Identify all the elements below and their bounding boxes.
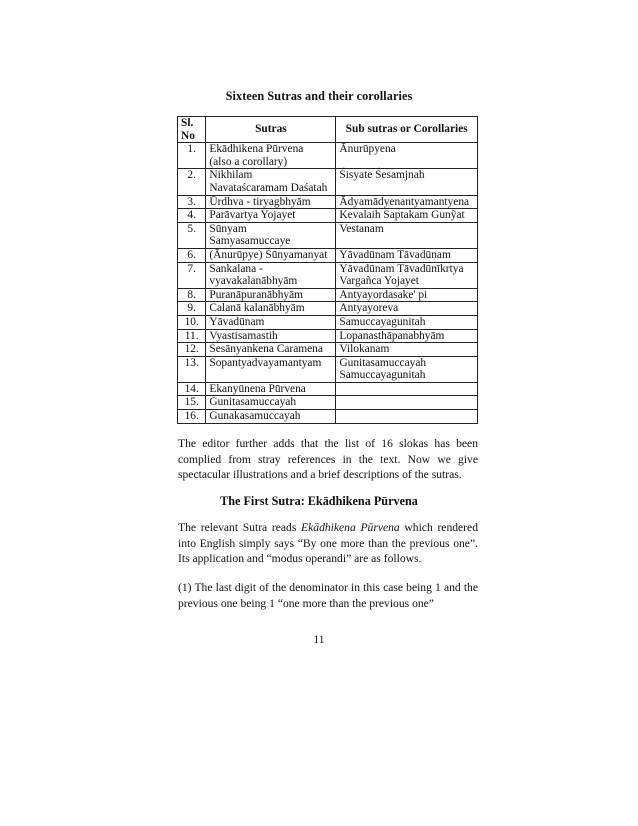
sutras-table [177, 116, 478, 424]
corollary-line: Samuccayagunitah [339, 369, 426, 382]
cell-corollary [336, 343, 478, 357]
cell-corollary [336, 382, 478, 396]
corollary-line: Antyayordasake' pi [339, 288, 428, 301]
sutra-line: Puranāpuranābhyām [209, 288, 303, 301]
cell-sl-no: 12. [178, 343, 206, 357]
table-row [178, 396, 478, 410]
cell-sutra [206, 343, 336, 357]
paragraph-editor-note [178, 436, 478, 483]
corollary-line: Śisyate Śesamjnah [339, 169, 425, 182]
sutra-line: Gunakasamuccayah [209, 410, 301, 423]
table-row [178, 410, 478, 424]
cell-sutra [206, 396, 336, 410]
sutra-line: Nikhilam [209, 169, 253, 182]
cell-sl-no: 4. [178, 209, 206, 223]
cell-sutra [206, 143, 336, 169]
cell-sl-no: 2. [178, 169, 206, 195]
corollary-line: Yāvadūnam Tāvadūnīkrtya [339, 262, 464, 275]
cell-corollary [336, 248, 478, 262]
sutra-line: Ūrdhva - tiryagbhyām [209, 195, 311, 208]
table-row [178, 248, 478, 262]
cell-sl-no: 8. [178, 288, 206, 302]
sutra-line: (Ānurūpye) Śūnyamanyat [209, 248, 328, 261]
corollary-line: Vilokanam [339, 343, 390, 356]
sutra-line: Ekanyūnena Pūrvena [209, 382, 306, 395]
table-row [178, 288, 478, 302]
cell-sutra [206, 209, 336, 223]
cell-sl-no: 7. [178, 262, 206, 288]
cell-corollary [336, 410, 478, 424]
table-row [178, 382, 478, 396]
cell-sutra [206, 222, 336, 248]
sutra-line: Calanā kalanābhyām [209, 302, 305, 315]
sutra-line: Sūnyam [209, 222, 247, 235]
cell-corollary [336, 222, 478, 248]
cell-sl-no: 11. [178, 329, 206, 343]
table-row [178, 143, 478, 169]
header-sutras: Sutras [206, 117, 336, 143]
table-row [178, 343, 478, 357]
paragraph-text: (1) The last digit of the denominator in this case being 1 and the previous one being 1 “one more than the previous one” [178, 581, 478, 610]
header-sl-no: Sl. No [178, 117, 206, 143]
table-body [178, 143, 478, 423]
cell-sl-no: 5. [178, 222, 206, 248]
table-row [178, 262, 478, 288]
cell-sl-no: 16. [178, 410, 206, 424]
cell-corollary [336, 315, 478, 329]
cell-sl-no: 9. [178, 302, 206, 316]
corollary-line: Lopanasthāpanabhyām [339, 329, 445, 342]
sutra-line: (also a corollary) [209, 155, 288, 168]
cell-sutra [206, 382, 336, 396]
corollary-line: Yāvadūnam Tāvadūnam [339, 248, 451, 261]
text-run: The relevant Sutra reads [178, 521, 302, 534]
cell-corollary [336, 329, 478, 343]
cell-sl-no: 15. [178, 396, 206, 410]
sutra-line: Vyastisamastih [209, 329, 278, 342]
paragraph-example [178, 580, 478, 611]
sutra-line: Gunitasamuccayah [209, 396, 297, 409]
paragraph-text: The editor further adds that the list of 16 slokas has been complied from stray references in the text. Now we give spectacular illustrations and a brief descriptions of the sutras. [178, 437, 478, 482]
table-header-row [178, 117, 478, 143]
cell-sutra [206, 356, 336, 382]
sutra-line: Parāvartya Yojayet [209, 209, 296, 222]
cell-sutra [206, 248, 336, 262]
corollary-line: Samuccayagunitah [339, 315, 426, 328]
header-corollaries: Sub sutras or Corollaries [336, 117, 478, 143]
cell-sutra [206, 195, 336, 209]
table-row [178, 329, 478, 343]
cell-sl-no: 14. [178, 382, 206, 396]
corollary-line: Ādyamādyenantyamantyena [339, 195, 470, 208]
cell-sutra [206, 329, 336, 343]
cell-corollary [336, 195, 478, 209]
corollary-line: Vargañca Yojayet [339, 275, 419, 288]
sutra-line: Navataścaramam Daśatah [209, 181, 328, 194]
sutra-line: Sankalana - [209, 262, 263, 275]
cell-sl-no: 13. [178, 356, 206, 382]
corollary-line: Kevalaih Saptakam Gunỹat [339, 209, 465, 222]
cell-corollary [336, 169, 478, 195]
sutra-line: Yāvadūnam [209, 315, 265, 328]
paragraph-sutra-description [178, 520, 478, 567]
corollary-line: Ānurūpyena [339, 143, 396, 156]
sutra-line: Sopantyadvayamantyam [209, 356, 322, 369]
cell-corollary [336, 262, 478, 288]
sutra-name-italic: Ekādhikena Pūrvena [301, 521, 400, 534]
cell-corollary [336, 396, 478, 410]
cell-corollary [336, 288, 478, 302]
cell-sutra [206, 315, 336, 329]
sutra-line: Śesānyankena Caramena [209, 343, 323, 356]
cell-corollary [336, 302, 478, 316]
table-row [178, 356, 478, 382]
table-row [178, 222, 478, 248]
table-row [178, 209, 478, 223]
cell-corollary [336, 356, 478, 382]
corollary-line: Vestanam [339, 222, 384, 235]
section-title: The First Sutra: Ekādhikena Pūrvena [220, 494, 418, 508]
page-number: 11 [313, 634, 325, 646]
corollary-line: Gunitasamuccayah [339, 356, 427, 369]
table-caption: Sixteen Sutras and their corollaries [225, 89, 413, 103]
table-row [178, 195, 478, 209]
sutra-line: vyavakalanābhyām [209, 275, 298, 288]
cell-sl-no: 1. [178, 143, 206, 169]
sutra-line: Samyasamuccaye [209, 235, 291, 248]
table-row [178, 169, 478, 195]
cell-sl-no: 3. [178, 195, 206, 209]
table-row [178, 302, 478, 316]
sutra-line: Ekādhikena Pūrvena [209, 143, 304, 156]
cell-sutra [206, 410, 336, 424]
cell-sutra [206, 302, 336, 316]
cell-sutra [206, 262, 336, 288]
cell-sutra [206, 288, 336, 302]
cell-sl-no: 10. [178, 315, 206, 329]
text-run: which rendered into English simply says “By one more than the previous one”. Its application and “modus operandi” are as follows. [178, 521, 478, 566]
corollary-line: Antyayoreva [339, 302, 399, 315]
cell-corollary [336, 209, 478, 223]
cell-sl-no: 6. [178, 248, 206, 262]
table-row [178, 315, 478, 329]
paragraph-text [178, 520, 478, 567]
cell-sutra [206, 169, 336, 195]
cell-corollary [336, 143, 478, 169]
